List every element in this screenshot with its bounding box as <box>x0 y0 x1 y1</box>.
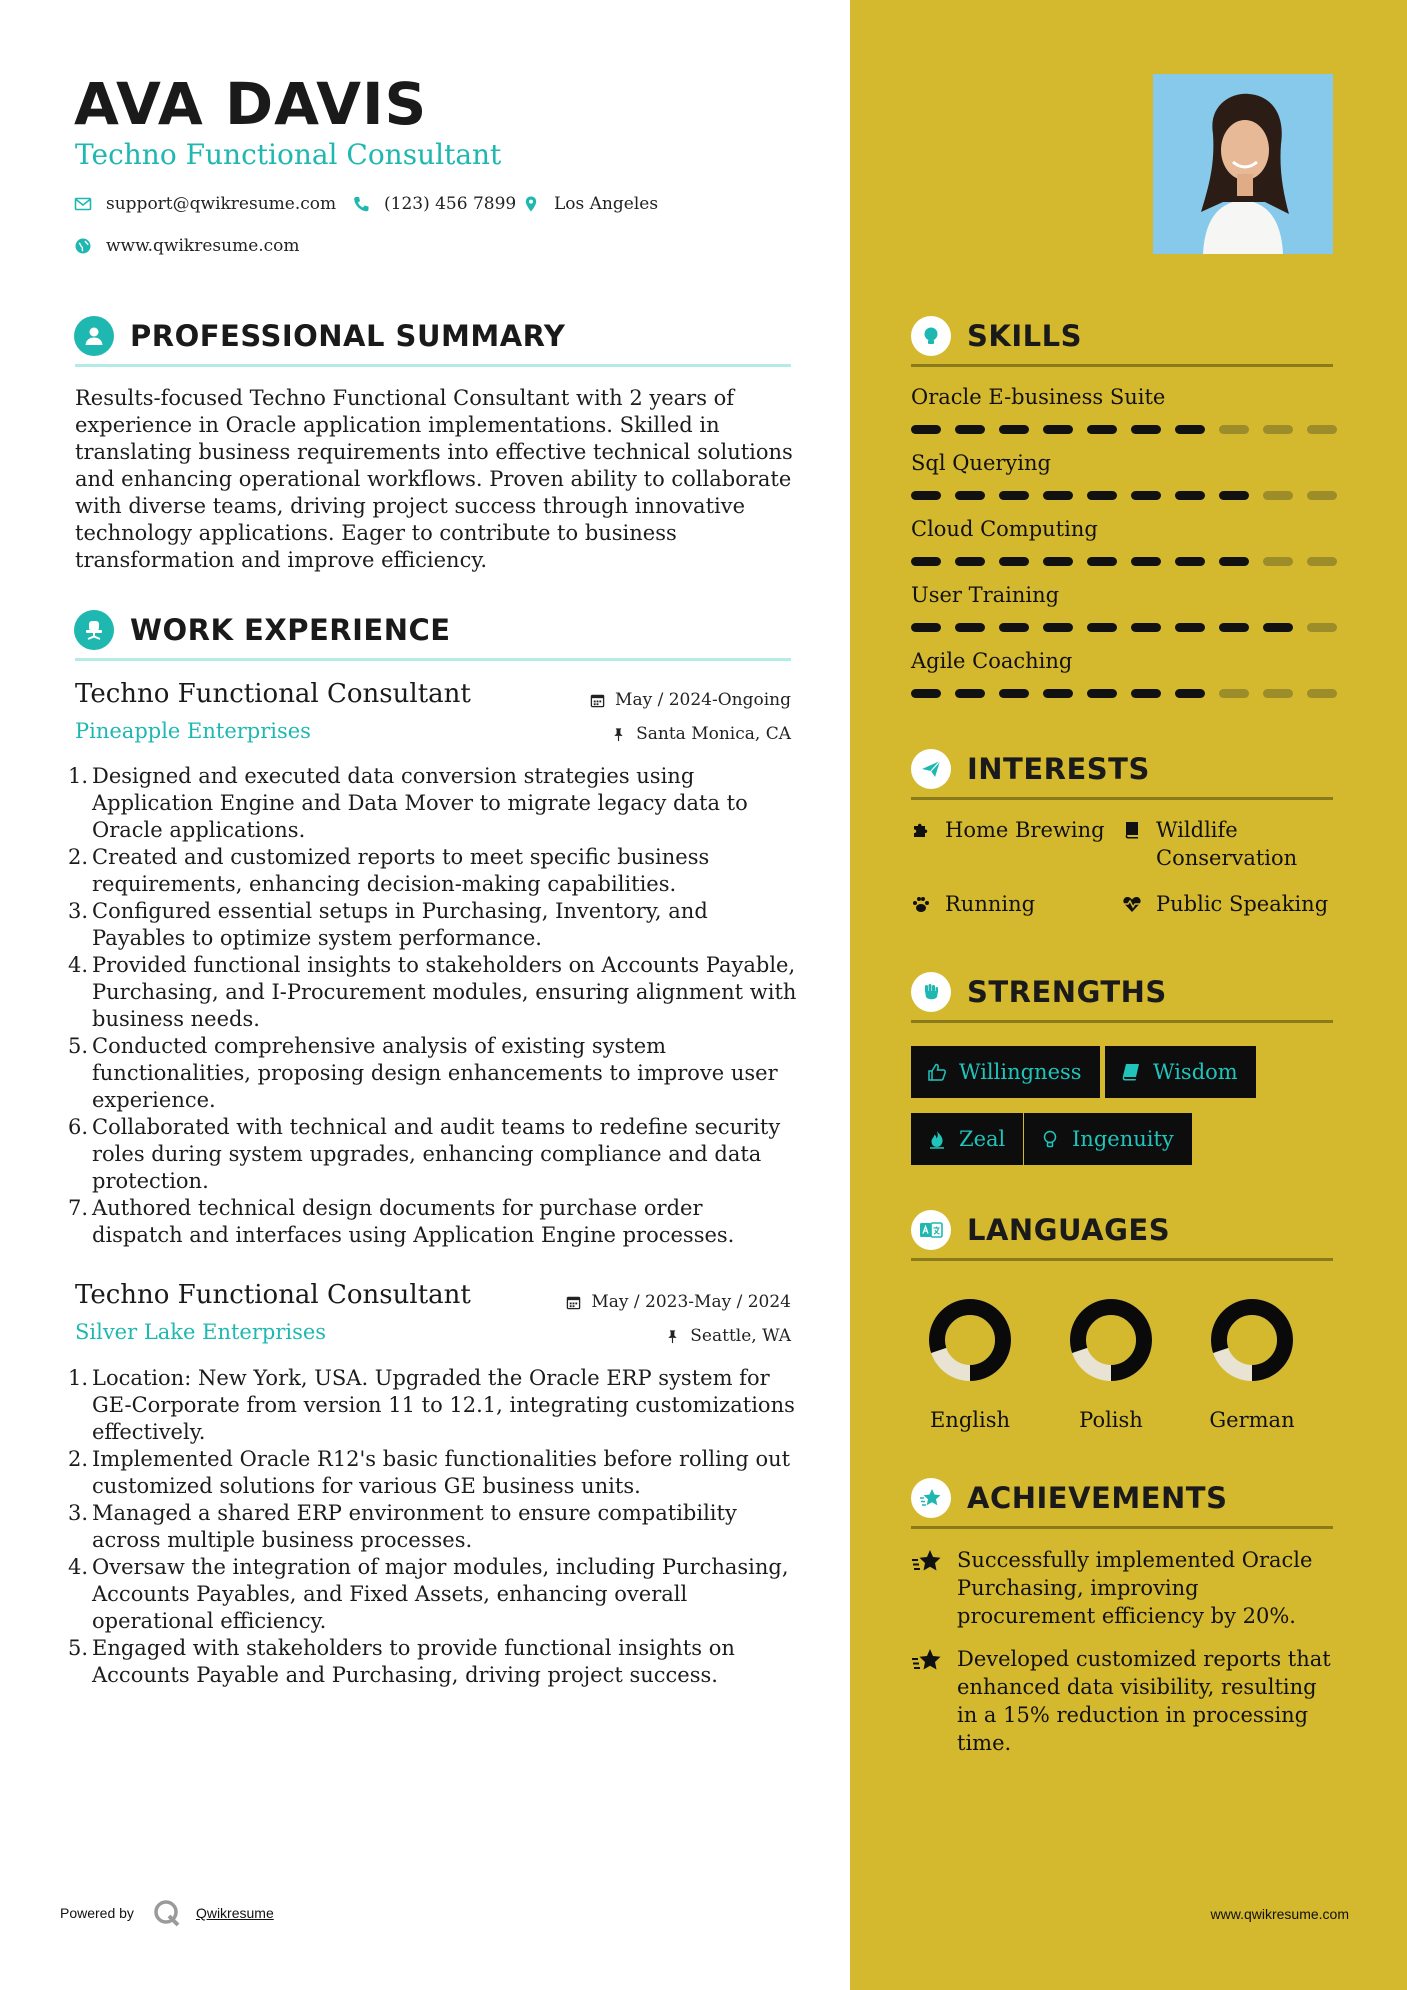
book-icon <box>1121 1062 1141 1082</box>
skill-dash <box>1263 491 1293 500</box>
job-location <box>665 1326 791 1346</box>
language-proficiency-ring <box>1061 1290 1161 1390</box>
achievement-text: Developed customized reports that enhanced data visibility, resulting in a 15% reduction in processing time. <box>957 1647 1331 1755</box>
skill-dash <box>1043 689 1073 698</box>
strengths-divider <box>911 1020 1333 1023</box>
lightbulb-icon <box>1040 1129 1060 1149</box>
footer-powered-by <box>60 1898 274 1928</box>
skill-dash <box>911 689 941 698</box>
achievement-item <box>911 1546 1341 1630</box>
skill-dash <box>1043 425 1073 434</box>
interests-heading-label: INTERESTS <box>967 752 1150 786</box>
strength-badge <box>911 1113 1023 1165</box>
experience-heading-label: WORK EXPERIENCE <box>130 613 451 647</box>
interest-item <box>911 816 1105 844</box>
strength-label: Willingness <box>959 1060 1082 1084</box>
strength-label: Zeal <box>959 1127 1006 1151</box>
star-icon <box>911 1548 943 1574</box>
user-icon <box>74 316 114 356</box>
list-item: 5. Conducted comprehensive analysis of existing system functionalities, proposing design enhancements to improve user experience. <box>68 1034 778 1112</box>
skill-dash <box>999 623 1029 632</box>
strength-label: Wisdom <box>1153 1060 1238 1084</box>
strength-badge <box>1024 1113 1192 1165</box>
job-dates-text: May / 2024-Ongoing <box>615 690 791 710</box>
star-icon <box>911 1647 943 1673</box>
skill-dash <box>911 623 941 632</box>
skill-dash <box>1131 689 1161 698</box>
achievement-item <box>911 1645 1341 1757</box>
skill-rating <box>911 425 1337 434</box>
skills-heading <box>911 316 1082 356</box>
job-company: Pineapple Enterprises <box>75 719 311 743</box>
job-company: Silver Lake Enterprises <box>75 1320 327 1344</box>
skill-dash <box>955 689 985 698</box>
skill-dash <box>911 425 941 434</box>
calendar-icon <box>590 693 605 708</box>
skill-dash <box>1219 689 1249 698</box>
thumbs-up-icon <box>927 1062 947 1082</box>
skill-dash <box>1307 425 1337 434</box>
skill-dash <box>955 623 985 632</box>
skill-dash <box>1087 623 1117 632</box>
job-dates <box>566 1292 791 1312</box>
achievements-heading <box>911 1478 1227 1518</box>
phone-text: (123) 456 7899 <box>384 194 517 214</box>
job-dates <box>590 690 791 710</box>
skill-dash <box>1307 491 1337 500</box>
skill-dash <box>955 491 985 500</box>
language-proficiency-ring <box>920 1290 1020 1390</box>
skill-dash <box>1307 623 1337 632</box>
list-item: 2. Implemented Oracle R12's basic functionalities before rolling out customized solutions for various GE business units. <box>68 1447 791 1498</box>
skill-dash <box>1175 623 1205 632</box>
skill-dash <box>1219 557 1249 566</box>
candidate-name: AVA DAVIS <box>74 70 428 138</box>
skill-name: Cloud Computing <box>911 517 1098 541</box>
interest-label: Home Brewing <box>945 818 1105 842</box>
summary-divider <box>75 364 791 367</box>
skill-dash <box>911 491 941 500</box>
skill-dash <box>1175 689 1205 698</box>
achievements-divider <box>911 1526 1333 1529</box>
summary-heading <box>74 316 565 356</box>
skill-dash <box>1131 425 1161 434</box>
star-icon <box>911 1478 951 1518</box>
skills-divider <box>911 364 1333 367</box>
list-item: 5. Engaged with stakeholders to provide functional insights on Accounts Payable and Purchasing, driving project success. <box>68 1636 735 1687</box>
lightbulb-icon <box>911 316 951 356</box>
location-text: Los Angeles <box>554 194 659 214</box>
contact-website[interactable] <box>74 236 300 256</box>
skill-dash <box>999 425 1029 434</box>
job-title: Techno Functional Consultant <box>75 679 471 709</box>
job-location <box>611 724 791 744</box>
skill-dash <box>1263 425 1293 434</box>
skill-name: Sql Querying <box>911 451 1051 475</box>
skill-dash <box>999 491 1029 500</box>
skill-dash <box>999 689 1029 698</box>
book-icon <box>1122 820 1142 840</box>
list-item: 2. Created and customized reports to meet specific business requirements, enhancing decision-making capabilities. <box>68 845 710 896</box>
puzzle-icon <box>911 820 931 840</box>
skill-dash <box>1043 557 1073 566</box>
skill-dash <box>1263 689 1293 698</box>
list-item: 7. Authored technical design documents for purchase order dispatch and interfaces using Application Engine processes. <box>68 1196 735 1247</box>
skill-dash <box>1175 491 1205 500</box>
skill-dash <box>1087 689 1117 698</box>
fist-icon <box>911 972 951 1012</box>
skill-dash <box>1131 623 1161 632</box>
interest-item <box>911 890 1035 918</box>
list-item: 4. Provided functional insights to stakeholders on Accounts Payable, Purchasing, and I-Procurement modules, ensuring alignment with business needs. <box>68 953 797 1031</box>
job-bullets <box>68 763 798 1249</box>
skill-dash <box>955 557 985 566</box>
skill-dash <box>1219 491 1249 500</box>
language-item <box>1202 1290 1302 1432</box>
skill-rating <box>911 491 1337 500</box>
interest-label: Public Speaking <box>1156 892 1329 916</box>
globe-icon <box>74 237 92 255</box>
experience-divider <box>75 658 791 661</box>
candidate-title: Techno Functional Consultant <box>75 138 502 171</box>
achievement-text: Successfully implemented Oracle Purchasing, improving procurement efficiency by 20%. <box>957 1548 1313 1628</box>
skill-dash <box>1307 557 1337 566</box>
skill-dash <box>1263 557 1293 566</box>
translate-icon <box>911 1210 951 1250</box>
strength-badge <box>1105 1046 1256 1098</box>
job-location-text: Seattle, WA <box>690 1326 791 1346</box>
skill-name: Agile Coaching <box>911 649 1073 673</box>
experience-heading <box>74 610 451 650</box>
pushpin-icon <box>665 1329 680 1344</box>
footer-site[interactable]: www.qwikresume.com <box>1210 1906 1349 1922</box>
language-item <box>920 1290 1020 1432</box>
phone-icon <box>352 195 370 213</box>
list-item: 3. Configured essential setups in Purchasing, Inventory, and Payables to optimize system performance. <box>68 899 708 950</box>
interest-label: Running <box>945 892 1036 916</box>
website-text: www.qwikresume.com <box>106 236 300 256</box>
list-item: 6. Collaborated with technical and audit teams to redefine security roles during system upgrades, enhancing compliance and data protection. <box>68 1115 781 1193</box>
contact-location <box>522 194 658 214</box>
skill-rating <box>911 623 1337 632</box>
skill-dash <box>1307 689 1337 698</box>
languages-divider <box>911 1258 1333 1261</box>
paw-icon <box>911 894 931 914</box>
skill-rating <box>911 689 1337 698</box>
achievements-heading-label: ACHIEVEMENTS <box>967 1481 1228 1515</box>
skill-dash <box>911 557 941 566</box>
strength-label: Ingenuity <box>1072 1127 1174 1151</box>
interests-heading <box>911 749 1150 789</box>
interest-label: Wildlife Conservation <box>1156 818 1298 870</box>
email-text: support@qwikresume.com <box>106 194 337 214</box>
map-marker-icon <box>522 195 540 213</box>
contact-phone[interactable] <box>352 194 516 214</box>
skill-dash <box>1219 623 1249 632</box>
sidebar <box>850 0 1407 1990</box>
language-item <box>1061 1290 1161 1432</box>
skill-dash <box>1043 491 1073 500</box>
skills-heading-label: SKILLS <box>967 319 1082 353</box>
qwikresume-logo-icon <box>152 1898 182 1928</box>
language-name: English <box>929 1408 1011 1432</box>
interest-item <box>1122 816 1302 872</box>
languages-heading-label: LANGUAGES <box>967 1213 1171 1247</box>
interests-divider <box>911 797 1333 800</box>
list-item: 4. Oversaw the integration of major modules, including Purchasing, Accounts Payables, and Fixed Assets, enhancing overall operational efficiency. <box>68 1555 789 1633</box>
list-item: 1. Location: New York, USA. Upgraded the Oracle ERP system for GE-Corporate from version 11 to 12.1, integrating customizations effectively. <box>68 1366 795 1444</box>
summary-heading-label: PROFESSIONAL SUMMARY <box>130 319 566 353</box>
skill-dash <box>1087 425 1117 434</box>
language-proficiency-ring <box>1202 1290 1302 1390</box>
powered-by-text: Powered by <box>60 1905 134 1921</box>
job-title: Techno Functional Consultant <box>75 1280 471 1310</box>
strength-badge <box>911 1046 1100 1098</box>
skill-dash <box>1043 623 1073 632</box>
job-bullets <box>68 1365 798 1689</box>
envelope-icon <box>74 195 92 213</box>
language-name: Polish <box>1079 1408 1143 1432</box>
skill-dash <box>1175 425 1205 434</box>
skill-name: User Training <box>911 583 1060 607</box>
paper-plane-icon <box>911 749 951 789</box>
strengths-heading <box>911 972 1167 1012</box>
list-item: 1. Designed and executed data conversion strategies using Application Engine and Data Mover to migrate legacy data to Oracle applications. <box>68 764 748 842</box>
skill-dash <box>1087 491 1117 500</box>
brand-link[interactable]: Qwikresume <box>195 1905 274 1921</box>
heartbeat-icon <box>1122 894 1142 914</box>
fire-icon <box>927 1129 947 1149</box>
interest-item <box>1122 890 1328 918</box>
contact-email[interactable] <box>74 194 336 214</box>
job-location-text: Santa Monica, CA <box>636 724 791 744</box>
skill-dash <box>1219 425 1249 434</box>
skill-dash <box>1263 623 1293 632</box>
skill-dash <box>1131 491 1161 500</box>
job-dates-text: May / 2023-May / 2024 <box>591 1292 791 1312</box>
skill-dash <box>1131 557 1161 566</box>
skill-dash <box>955 425 985 434</box>
pushpin-icon <box>611 727 626 742</box>
language-name: German <box>1209 1408 1295 1432</box>
languages-heading <box>911 1210 1170 1250</box>
calendar-icon <box>566 1295 581 1310</box>
list-item: 3. Managed a shared ERP environment to ensure compatibility across multiple business processes. <box>68 1501 737 1552</box>
skill-rating <box>911 557 1337 566</box>
skill-dash <box>1175 557 1205 566</box>
office-chair-icon <box>74 610 114 650</box>
strengths-heading-label: STRENGTHS <box>967 975 1167 1009</box>
profile-photo <box>1153 74 1333 254</box>
skill-name: Oracle E-business Suite <box>911 385 1166 409</box>
skill-dash <box>1087 557 1117 566</box>
skill-dash <box>999 557 1029 566</box>
summary-text: Results-focused Techno Functional Consultant with 2 years of experience in Oracle application implementations. Skilled in translating business requirements into effective technical solutions and enhancing operational workflows. Proven ability to collaborate with diverse teams, driving project success through innovative technology applications. Eager to contribute to business transformation and improve efficiency. <box>75 386 793 572</box>
